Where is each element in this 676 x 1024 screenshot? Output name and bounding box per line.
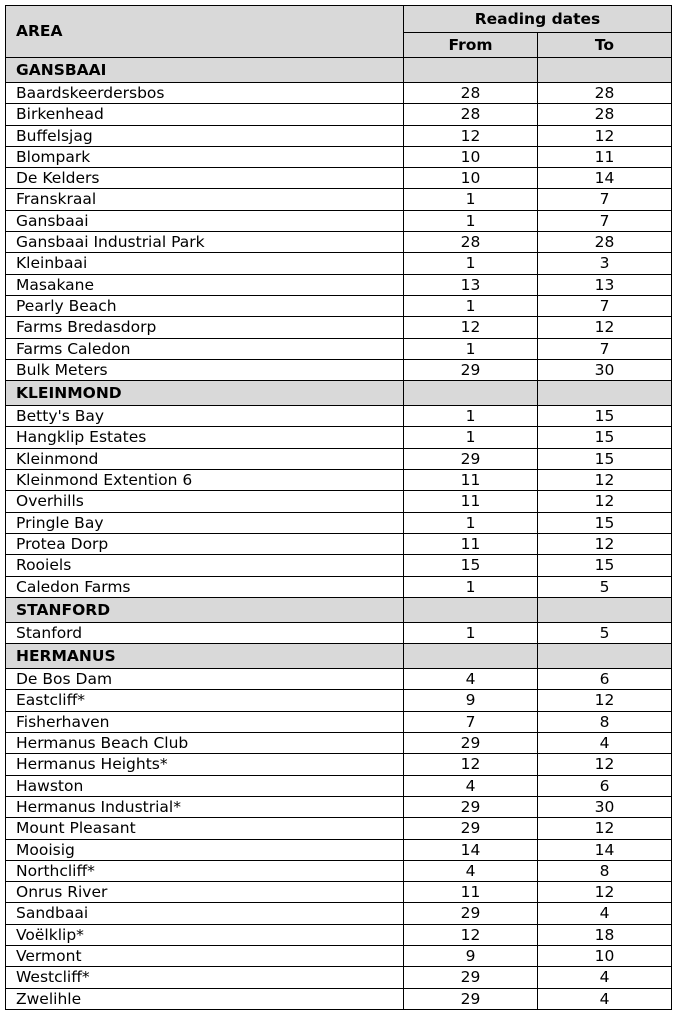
- section-name: HERMANUS: [6, 644, 404, 669]
- section-name: GANSBAAI: [6, 58, 404, 83]
- table-row: [6, 988, 672, 1009]
- from-cell: 1: [404, 622, 538, 643]
- section-empty-cell: [538, 597, 672, 622]
- section-empty-cell: [404, 644, 538, 669]
- table-row: [6, 860, 672, 881]
- to-cell: 10: [538, 945, 672, 966]
- to-cell: 12: [538, 533, 672, 554]
- to-cell: 7: [538, 189, 672, 210]
- section-empty-cell: [404, 597, 538, 622]
- table-row: [6, 448, 672, 469]
- from-cell: 11: [404, 470, 538, 491]
- to-cell: 7: [538, 210, 672, 231]
- from-cell: 11: [404, 882, 538, 903]
- area-cell: Hangklip Estates: [6, 427, 404, 448]
- to-cell: 28: [538, 83, 672, 104]
- table-row: [6, 274, 672, 295]
- from-column-header: From: [404, 33, 538, 58]
- table-row: [6, 733, 672, 754]
- area-cell: Franskraal: [6, 189, 404, 210]
- reading-dates-header: Reading dates: [404, 6, 672, 33]
- to-cell: 30: [538, 796, 672, 817]
- from-cell: 29: [404, 733, 538, 754]
- to-cell: 5: [538, 576, 672, 597]
- to-cell: 12: [538, 317, 672, 338]
- to-cell: 11: [538, 146, 672, 167]
- area-cell: Baardskeerdersbos: [6, 83, 404, 104]
- to-column-header: To: [538, 33, 672, 58]
- reading-dates-table: [5, 5, 672, 1010]
- to-cell: 15: [538, 406, 672, 427]
- table-row: [6, 427, 672, 448]
- from-cell: 12: [404, 754, 538, 775]
- table-row: [6, 576, 672, 597]
- area-cell: Pearly Beach: [6, 295, 404, 316]
- table-row: [6, 754, 672, 775]
- area-cell: Hermanus Industrial*: [6, 796, 404, 817]
- area-cell: Hermanus Heights*: [6, 754, 404, 775]
- area-cell: Mount Pleasant: [6, 818, 404, 839]
- table-row: [6, 690, 672, 711]
- from-cell: 13: [404, 274, 538, 295]
- to-cell: 14: [538, 839, 672, 860]
- table-row: [6, 232, 672, 253]
- area-cell: Masakane: [6, 274, 404, 295]
- table-row: [6, 168, 672, 189]
- area-cell: Overhills: [6, 491, 404, 512]
- area-cell: Kleinmond: [6, 448, 404, 469]
- area-cell: De Kelders: [6, 168, 404, 189]
- area-cell: Vermont: [6, 945, 404, 966]
- from-cell: 9: [404, 945, 538, 966]
- area-cell: Bulk Meters: [6, 359, 404, 380]
- to-cell: 15: [538, 555, 672, 576]
- area-cell: Westcliff*: [6, 967, 404, 988]
- table-row: [6, 622, 672, 643]
- table-row: [6, 945, 672, 966]
- to-cell: 12: [538, 690, 672, 711]
- to-cell: 12: [538, 491, 672, 512]
- to-cell: 13: [538, 274, 672, 295]
- from-cell: 7: [404, 711, 538, 732]
- section-row: [6, 381, 672, 406]
- area-cell: Stanford: [6, 622, 404, 643]
- to-cell: 12: [538, 470, 672, 491]
- to-cell: 15: [538, 512, 672, 533]
- area-cell: Blompark: [6, 146, 404, 167]
- table-row: [6, 295, 672, 316]
- table-row: [6, 104, 672, 125]
- table-row: [6, 839, 672, 860]
- from-cell: 1: [404, 295, 538, 316]
- area-cell: Rooiels: [6, 555, 404, 576]
- to-cell: 18: [538, 924, 672, 945]
- area-cell: De Bos Dam: [6, 669, 404, 690]
- to-cell: 28: [538, 104, 672, 125]
- area-column-header: AREA: [6, 6, 404, 58]
- section-row: [6, 597, 672, 622]
- to-cell: 7: [538, 295, 672, 316]
- from-cell: 1: [404, 406, 538, 427]
- area-cell: Kleinmond Extention 6: [6, 470, 404, 491]
- area-cell: Hermanus Beach Club: [6, 733, 404, 754]
- table-row: [6, 903, 672, 924]
- area-cell: Kleinbaai: [6, 253, 404, 274]
- from-cell: 1: [404, 253, 538, 274]
- table-row: [6, 189, 672, 210]
- from-cell: 12: [404, 924, 538, 945]
- from-cell: 29: [404, 967, 538, 988]
- area-cell: Hawston: [6, 775, 404, 796]
- table-row: [6, 533, 672, 554]
- from-cell: 28: [404, 83, 538, 104]
- table-row: [6, 83, 672, 104]
- table-row: [6, 818, 672, 839]
- to-cell: 12: [538, 754, 672, 775]
- section-empty-cell: [404, 381, 538, 406]
- area-cell: Buffelsjag: [6, 125, 404, 146]
- section-row: [6, 644, 672, 669]
- from-cell: 10: [404, 146, 538, 167]
- to-cell: 4: [538, 733, 672, 754]
- to-cell: 28: [538, 232, 672, 253]
- section-row: [6, 58, 672, 83]
- from-cell: 1: [404, 427, 538, 448]
- from-cell: 1: [404, 189, 538, 210]
- table-row: [6, 210, 672, 231]
- to-cell: 15: [538, 448, 672, 469]
- area-cell: Gansbaai Industrial Park: [6, 232, 404, 253]
- from-cell: 11: [404, 533, 538, 554]
- table-header-row: [6, 6, 672, 33]
- table-row: [6, 470, 672, 491]
- area-cell: Northcliff*: [6, 860, 404, 881]
- table-row: [6, 775, 672, 796]
- from-cell: 29: [404, 448, 538, 469]
- table-body: [6, 58, 672, 1010]
- to-cell: 3: [538, 253, 672, 274]
- table-row: [6, 882, 672, 903]
- to-cell: 8: [538, 711, 672, 732]
- area-cell: Fisherhaven: [6, 711, 404, 732]
- table-row: [6, 146, 672, 167]
- table-row: [6, 317, 672, 338]
- from-cell: 29: [404, 903, 538, 924]
- from-cell: 29: [404, 359, 538, 380]
- from-cell: 4: [404, 860, 538, 881]
- area-cell: Caledon Farms: [6, 576, 404, 597]
- area-cell: Birkenhead: [6, 104, 404, 125]
- section-empty-cell: [538, 58, 672, 83]
- area-cell: Eastcliff*: [6, 690, 404, 711]
- from-cell: 29: [404, 988, 538, 1009]
- table-row: [6, 125, 672, 146]
- to-cell: 4: [538, 903, 672, 924]
- table-row: [6, 555, 672, 576]
- area-cell: Gansbaai: [6, 210, 404, 231]
- table-row: [6, 796, 672, 817]
- to-cell: 4: [538, 967, 672, 988]
- area-cell: Mooisig: [6, 839, 404, 860]
- table-row: [6, 669, 672, 690]
- to-cell: 14: [538, 168, 672, 189]
- from-cell: 9: [404, 690, 538, 711]
- to-cell: 12: [538, 882, 672, 903]
- from-cell: 28: [404, 104, 538, 125]
- from-cell: 1: [404, 512, 538, 533]
- to-cell: 6: [538, 669, 672, 690]
- table-row: [6, 253, 672, 274]
- area-cell: Betty's Bay: [6, 406, 404, 427]
- from-cell: 15: [404, 555, 538, 576]
- to-cell: 8: [538, 860, 672, 881]
- from-cell: 12: [404, 125, 538, 146]
- area-cell: Protea Dorp: [6, 533, 404, 554]
- from-cell: 1: [404, 338, 538, 359]
- to-cell: 5: [538, 622, 672, 643]
- area-cell: Farms Caledon: [6, 338, 404, 359]
- table-row: [6, 359, 672, 380]
- table-row: [6, 512, 672, 533]
- from-cell: 4: [404, 669, 538, 690]
- to-cell: 7: [538, 338, 672, 359]
- from-cell: 11: [404, 491, 538, 512]
- area-cell: Farms Bredasdorp: [6, 317, 404, 338]
- from-cell: 12: [404, 317, 538, 338]
- table-row: [6, 338, 672, 359]
- to-cell: 12: [538, 818, 672, 839]
- area-cell: Voëlklip*: [6, 924, 404, 945]
- section-name: KLEINMOND: [6, 381, 404, 406]
- to-cell: 15: [538, 427, 672, 448]
- from-cell: 1: [404, 210, 538, 231]
- table-row: [6, 711, 672, 732]
- from-cell: 4: [404, 775, 538, 796]
- table-row: [6, 967, 672, 988]
- from-cell: 10: [404, 168, 538, 189]
- to-cell: 30: [538, 359, 672, 380]
- table-row: [6, 491, 672, 512]
- to-cell: 12: [538, 125, 672, 146]
- from-cell: 28: [404, 232, 538, 253]
- section-name: STANFORD: [6, 597, 404, 622]
- section-empty-cell: [404, 58, 538, 83]
- to-cell: 4: [538, 988, 672, 1009]
- table-row: [6, 406, 672, 427]
- section-empty-cell: [538, 644, 672, 669]
- from-cell: 29: [404, 818, 538, 839]
- to-cell: 6: [538, 775, 672, 796]
- area-cell: Zwelihle: [6, 988, 404, 1009]
- table-row: [6, 924, 672, 945]
- from-cell: 1: [404, 576, 538, 597]
- from-cell: 14: [404, 839, 538, 860]
- area-cell: Sandbaai: [6, 903, 404, 924]
- area-cell: Onrus River: [6, 882, 404, 903]
- section-empty-cell: [538, 381, 672, 406]
- area-cell: Pringle Bay: [6, 512, 404, 533]
- from-cell: 29: [404, 796, 538, 817]
